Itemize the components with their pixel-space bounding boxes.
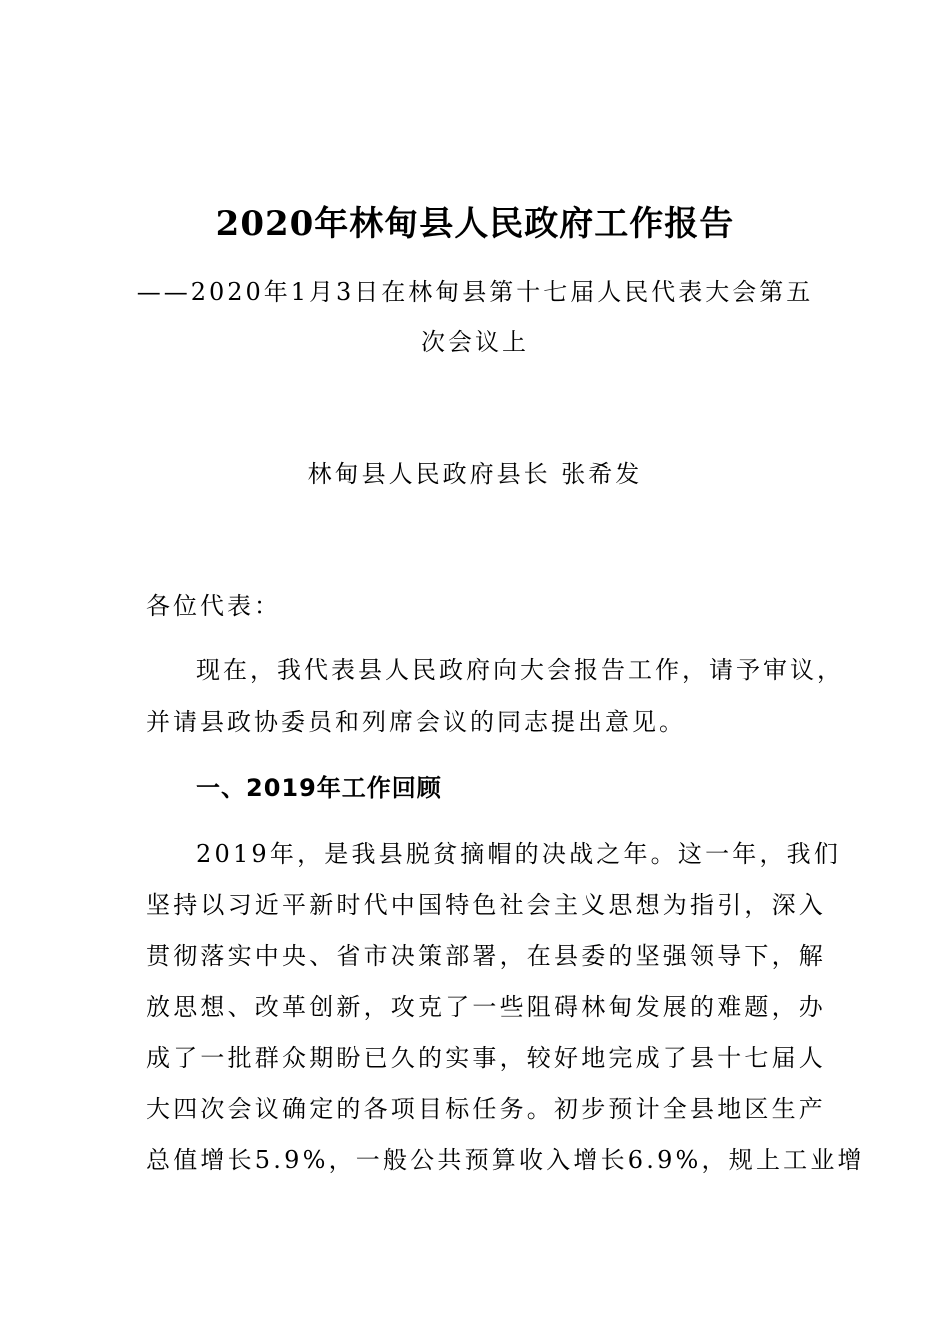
subtitle-line-1: ——2020年1月3日在林甸县第十七届人民代表大会第五 [136, 278, 814, 306]
section-paragraph-line: 放思想、改革创新，攻克了一些阻碍林甸发展的难题，办 [146, 993, 826, 1021]
speaker-line: 林甸县人民政府县长 张希发 [307, 460, 643, 488]
section-paragraph-line: 2019年，是我县脱贫摘帽的决战之年。这一年，我们 [196, 840, 842, 868]
intro-paragraph-line-2: 并请县政协委员和列席会议的同志提出意见。 [146, 708, 686, 736]
page-title: 2020年林甸县人民政府工作报告 [215, 204, 735, 244]
section-paragraph-line: 总值增长5.9%，一般公共预算收入增长6.9%，规上工业增 [146, 1146, 865, 1174]
subtitle-line-2: 次会议上 [421, 328, 529, 356]
salutation: 各位代表： [146, 592, 281, 620]
section-paragraph-line: 坚持以习近平新时代中国特色社会主义思想为指引，深入 [146, 891, 826, 919]
section-paragraph-line: 大四次会议确定的各项目标任务。初步预计全县地区生产 [146, 1095, 826, 1123]
section-paragraph-line: 贯彻落实中央、省市决策部署，在县委的坚强领导下，解 [146, 942, 826, 970]
section-heading: 一、2019年工作回顾 [196, 774, 442, 802]
intro-paragraph-line-1: 现在，我代表县人民政府向大会报告工作，请予审议， [196, 656, 844, 684]
section-paragraph-line: 成了一批群众期盼已久的实事，较好地完成了县十七届人 [146, 1044, 826, 1072]
